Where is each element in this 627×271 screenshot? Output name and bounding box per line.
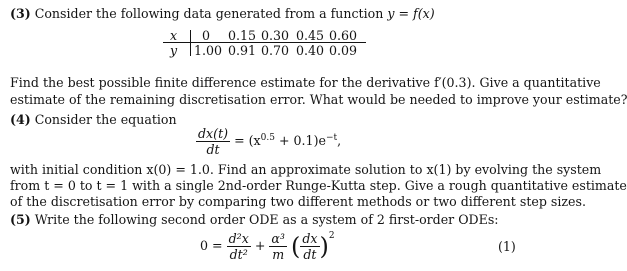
q4-intro: Consider the equation — [34, 112, 177, 127]
q5-paren-open: ( — [290, 232, 301, 261]
table-x-1: 0.15 — [228, 28, 257, 43]
table-y-4: 0.09 — [329, 43, 358, 58]
q4-line-3: of the discretisation error by comparing two different methods or two different step sizes. — [10, 194, 586, 209]
q4-eq-denominator: dt — [206, 142, 220, 158]
q5-fraction-dx-dt — [300, 232, 319, 261]
q5-power: 2 — [328, 231, 335, 242]
table-x-2: 0.30 — [261, 28, 290, 43]
q3-fn-y: y — [387, 6, 395, 21]
table-x-3: 0.45 — [296, 28, 325, 43]
q5-equation — [200, 232, 335, 261]
q5-fraction-second-derivative — [227, 232, 251, 261]
q5-intro: Write the following second order ODE as a system of 2 first-order ODEs: — [34, 212, 499, 227]
q4-number: (4) — [10, 112, 31, 127]
q5-f1-denominator: dt² — [229, 247, 248, 263]
table-x-label: x — [170, 28, 178, 43]
q5-equation-label: (1) — [498, 239, 516, 254]
q5-f3-denominator: dt — [303, 247, 317, 263]
q4-eq-rhs-a: = (x — [234, 133, 261, 149]
q5-f2-numerator: α³ — [271, 231, 285, 246]
q5-f3-numerator: dx — [302, 231, 318, 246]
q5-plus: + — [254, 238, 266, 254]
q3-line-1: Find the best possible finite difference estimate for the derivative f′(0.3). Give a quantitative — [10, 75, 601, 90]
table-y-1: 0.91 — [228, 43, 257, 58]
table-x-0: 0 — [202, 28, 211, 43]
q5-f2-denominator: m — [272, 247, 285, 263]
q3-fn-x: (x) — [417, 6, 435, 21]
q3-number: (3) — [10, 6, 31, 21]
table-y-label: y — [170, 43, 178, 58]
q4-eq-exp-1: 0.5 — [260, 133, 275, 144]
table-x-4: 0.60 — [329, 28, 358, 43]
q4-eq-rhs-c: , — [337, 133, 342, 149]
q4-eq-fraction — [196, 127, 230, 156]
q3-intro: Consider the following data generated from a function — [34, 6, 384, 21]
q3-fn-f: f — [413, 6, 418, 21]
q4-eq-rhs-b: + 0.1)e — [274, 133, 326, 149]
q5-paren-close: ) — [319, 232, 329, 261]
table-y-0: 1.00 — [194, 43, 223, 58]
q3-line-2: estimate of the remaining discretisation error. What would be needed to improve your estimate? — [10, 92, 627, 107]
q4-eq-exp-2: −t — [325, 133, 338, 144]
q4-eq-numerator: dx(t) — [198, 126, 229, 141]
q3-fn-eq: = — [394, 6, 414, 21]
q5-f1-numerator: d²x — [228, 231, 249, 246]
q5-eq-lhs: 0 = — [200, 238, 223, 254]
table-y-2: 0.70 — [261, 43, 290, 58]
q4-line-1: with initial condition x(0) = 1.0. Find an approximate solution to x(1) by evolving the system — [10, 162, 602, 177]
q5-fraction-alpha-over-m — [269, 232, 287, 261]
table-y-3: 0.40 — [296, 43, 325, 58]
q5-number: (5) — [10, 212, 31, 227]
q4-equation — [196, 127, 341, 156]
q5-heading — [10, 214, 499, 227]
q4-heading — [10, 114, 177, 127]
q4-line-2: from t = 0 to t = 1 with a single 2nd-order Runge-Kutta step. Give a rough quantitative estimate — [10, 178, 627, 193]
